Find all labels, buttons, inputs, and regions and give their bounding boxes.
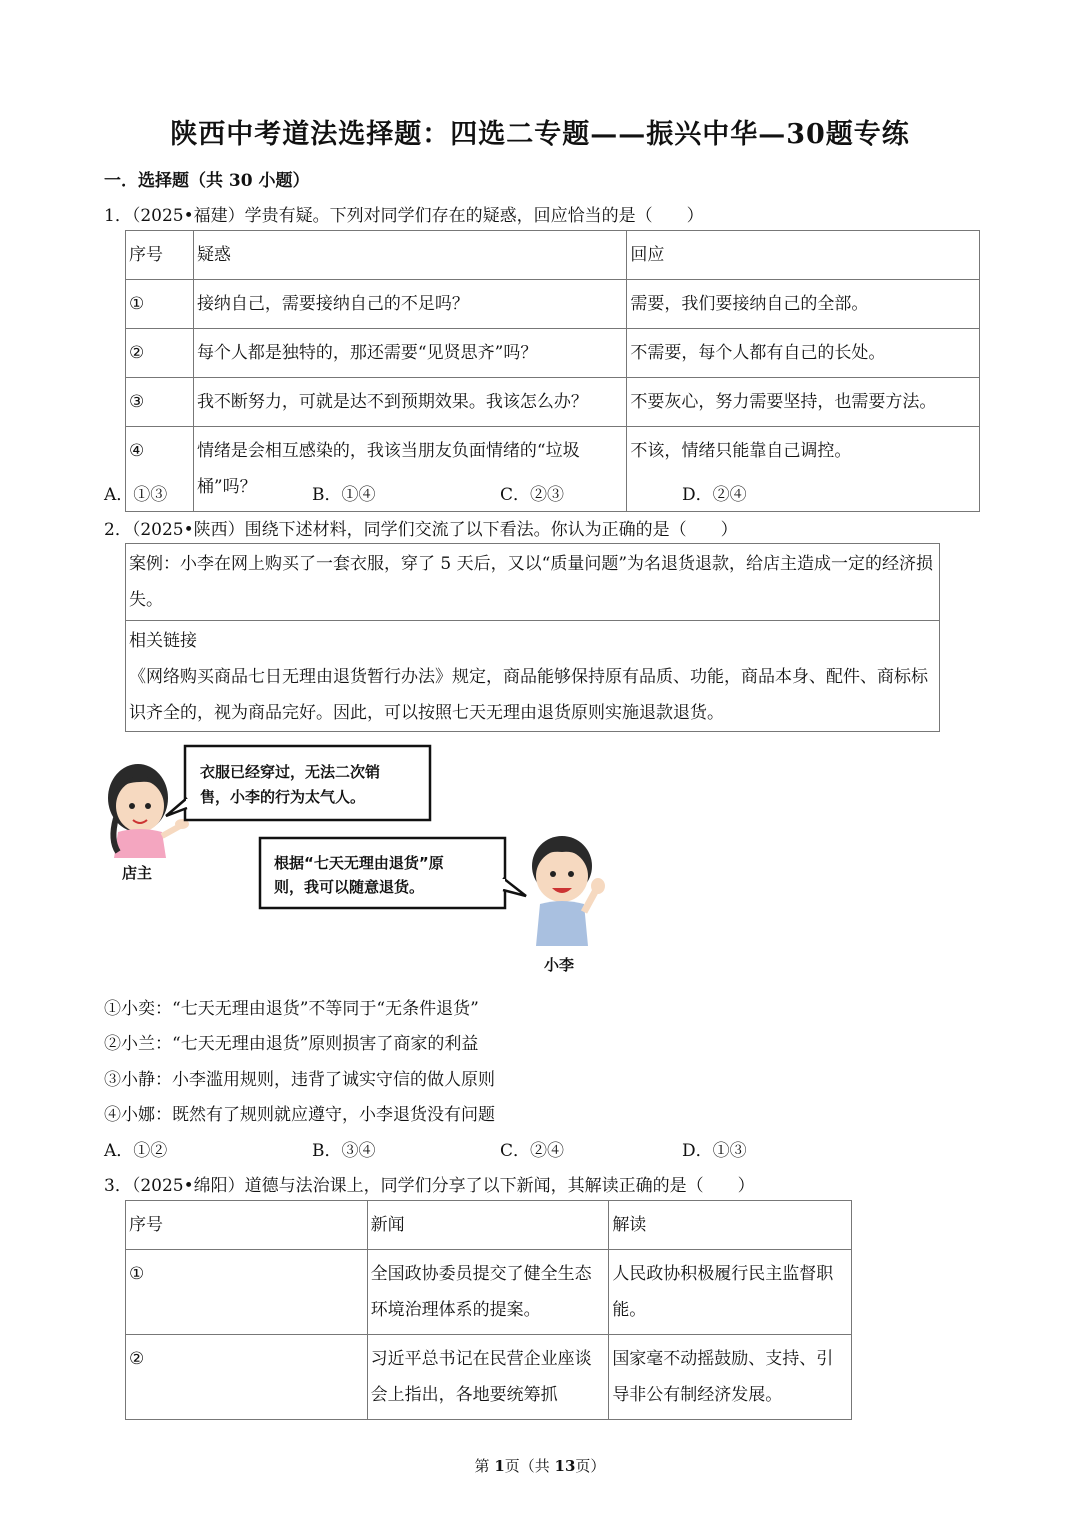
q2-statement-2: ②小兰：“七天无理由退货”原则损害了商家的利益 — [104, 1034, 479, 1054]
reply-cell: 不要灰心，努力需要坚持，也需要方法。 — [627, 378, 980, 427]
doubt-cell: 我不断努力，可就是达不到预期效果。我该怎么办？ — [193, 378, 626, 427]
total-pages: 13 — [554, 1457, 576, 1475]
bubble-li-line2: 则，我可以随意退货。 — [274, 878, 425, 896]
row-number: ④ — [126, 427, 194, 512]
table-row — [126, 280, 980, 329]
row-number: ③ — [126, 378, 194, 427]
q2-option-d[interactable]: D．①③ — [682, 1141, 747, 1161]
q2-option-b[interactable]: B．③④ — [312, 1141, 376, 1161]
table-header-cell: 解读 — [609, 1201, 852, 1250]
q2-case-box — [125, 543, 940, 621]
q3-table — [125, 1200, 852, 1420]
q2-stem: 2．（2025•陕西）围绕下述材料，同学们交流了以下看法。你认为正确的是（ ） — [104, 520, 738, 540]
footer-middle: 页（共 — [504, 1457, 555, 1475]
row-number: ② — [126, 1335, 368, 1420]
table-header-cell: 回应 — [627, 231, 980, 280]
q1-option-a[interactable]: A．①③ — [104, 485, 168, 505]
q2-link-box — [125, 620, 940, 732]
table-header-row — [126, 231, 980, 280]
q1-table — [125, 230, 980, 512]
reply-cell: 不该，情绪只能靠自己调控。 — [627, 427, 980, 512]
reading-cell: 国家毫不动摇鼓励、支持、引导非公有制经济发展。 — [609, 1335, 852, 1420]
page-number: 1 — [494, 1457, 505, 1475]
table-header-cell: 序号 — [126, 1201, 368, 1250]
q1-option-d[interactable]: D．②④ — [682, 485, 747, 505]
page-title: 陕西中考道法选择题：四选二专题——振兴中华—30题专练 — [170, 119, 910, 150]
row-number: ① — [126, 1250, 368, 1335]
table-header-cell: 疑惑 — [193, 231, 626, 280]
table-header-cell: 序号 — [126, 231, 194, 280]
shop-owner-label: 店主 — [122, 864, 153, 882]
reply-cell: 不需要，每个人都有自己的长处。 — [627, 329, 980, 378]
doubt-cell: 每个人都是独特的，那还需要“见贤思齐”吗？ — [193, 329, 626, 378]
speech-bubble-li — [260, 838, 505, 908]
q2-case-text: 案例：小李在网上购买了一套衣服，穿了 5 天后，又以“质量问题”为名退货退款，给店主造成一定的经济损失。 — [129, 554, 934, 610]
bubble-li-line1: 根据“七天无理由退货”原 — [274, 854, 444, 872]
reading-cell: 人民政协积极履行民主监督职能。 — [609, 1250, 852, 1335]
xiaoli-label: 小李 — [544, 956, 575, 974]
table-row — [126, 329, 980, 378]
doubt-cell: 接纳自己，需要接纳自己的不足吗？ — [193, 280, 626, 329]
q1-option-c[interactable]: C．②③ — [500, 485, 565, 505]
bubble-owner-line1: 衣服已经穿过，无法二次销 — [200, 763, 381, 781]
row-number: ① — [126, 280, 194, 329]
q1-option-b[interactable]: B．①④ — [312, 485, 376, 505]
row-number: ② — [126, 329, 194, 378]
footer-suffix: 页） — [575, 1457, 606, 1475]
speech-bubble-owner — [185, 746, 430, 820]
xiaoli-figure — [532, 836, 605, 946]
table-row — [126, 1250, 852, 1335]
q3-stem: 3．（2025•绵阳）道德与法治课上，同学们分享了以下新闻，其解读正确的是（ ） — [104, 1176, 755, 1196]
reply-cell: 需要，我们要接纳自己的全部。 — [627, 280, 980, 329]
q1-stem: 1．（2025•福建）学贵有疑。下列对同学们存在的疑惑，回应恰当的是（ ） — [104, 206, 704, 226]
q2-statement-1: ①小奕：“七天无理由退货”不等同于“无条件退货” — [104, 999, 479, 1019]
q2-link-body: 《网络购买商品七日无理由退货暂行办法》规定，商品能够保持原有品质、功能，商品本身、配件、商标标识齐全的，视为商品完好。因此，可以按照七天无理由退货原则实施退款退货。 — [129, 667, 928, 723]
table-row — [126, 378, 980, 427]
table-header-row — [126, 1201, 852, 1250]
page-footer — [0, 1455, 1080, 1476]
table-header-cell: 新闻 — [367, 1201, 609, 1250]
news-cell: 习近平总书记在民营企业座谈会上指出，各地要统筹抓 — [367, 1335, 609, 1420]
bubble-owner-line2: 售，小李的行为太气人。 — [200, 788, 366, 806]
footer-prefix: 第 — [474, 1457, 495, 1475]
section-heading: 一．选择题（共 30 小题） — [104, 171, 310, 191]
q2-option-c[interactable]: C．②④ — [500, 1141, 565, 1161]
q2-option-a[interactable]: A．①② — [104, 1141, 168, 1161]
news-cell: 全国政协委员提交了健全生态环境治理体系的提案。 — [367, 1250, 609, 1335]
q2-illustration — [100, 740, 620, 980]
q2-link-title: 相关链接 — [129, 631, 197, 651]
table-row — [126, 1335, 852, 1420]
q2-statement-4: ④小娜：既然有了规则就应遵守，小李退货没有问题 — [104, 1105, 495, 1125]
q2-statement-3: ③小静：小李滥用规则，违背了诚实守信的做人原则 — [104, 1070, 495, 1090]
doubt-cell: 情绪是会相互感染的，我该当朋友负面情绪的“垃圾桶”吗？ — [193, 427, 626, 512]
